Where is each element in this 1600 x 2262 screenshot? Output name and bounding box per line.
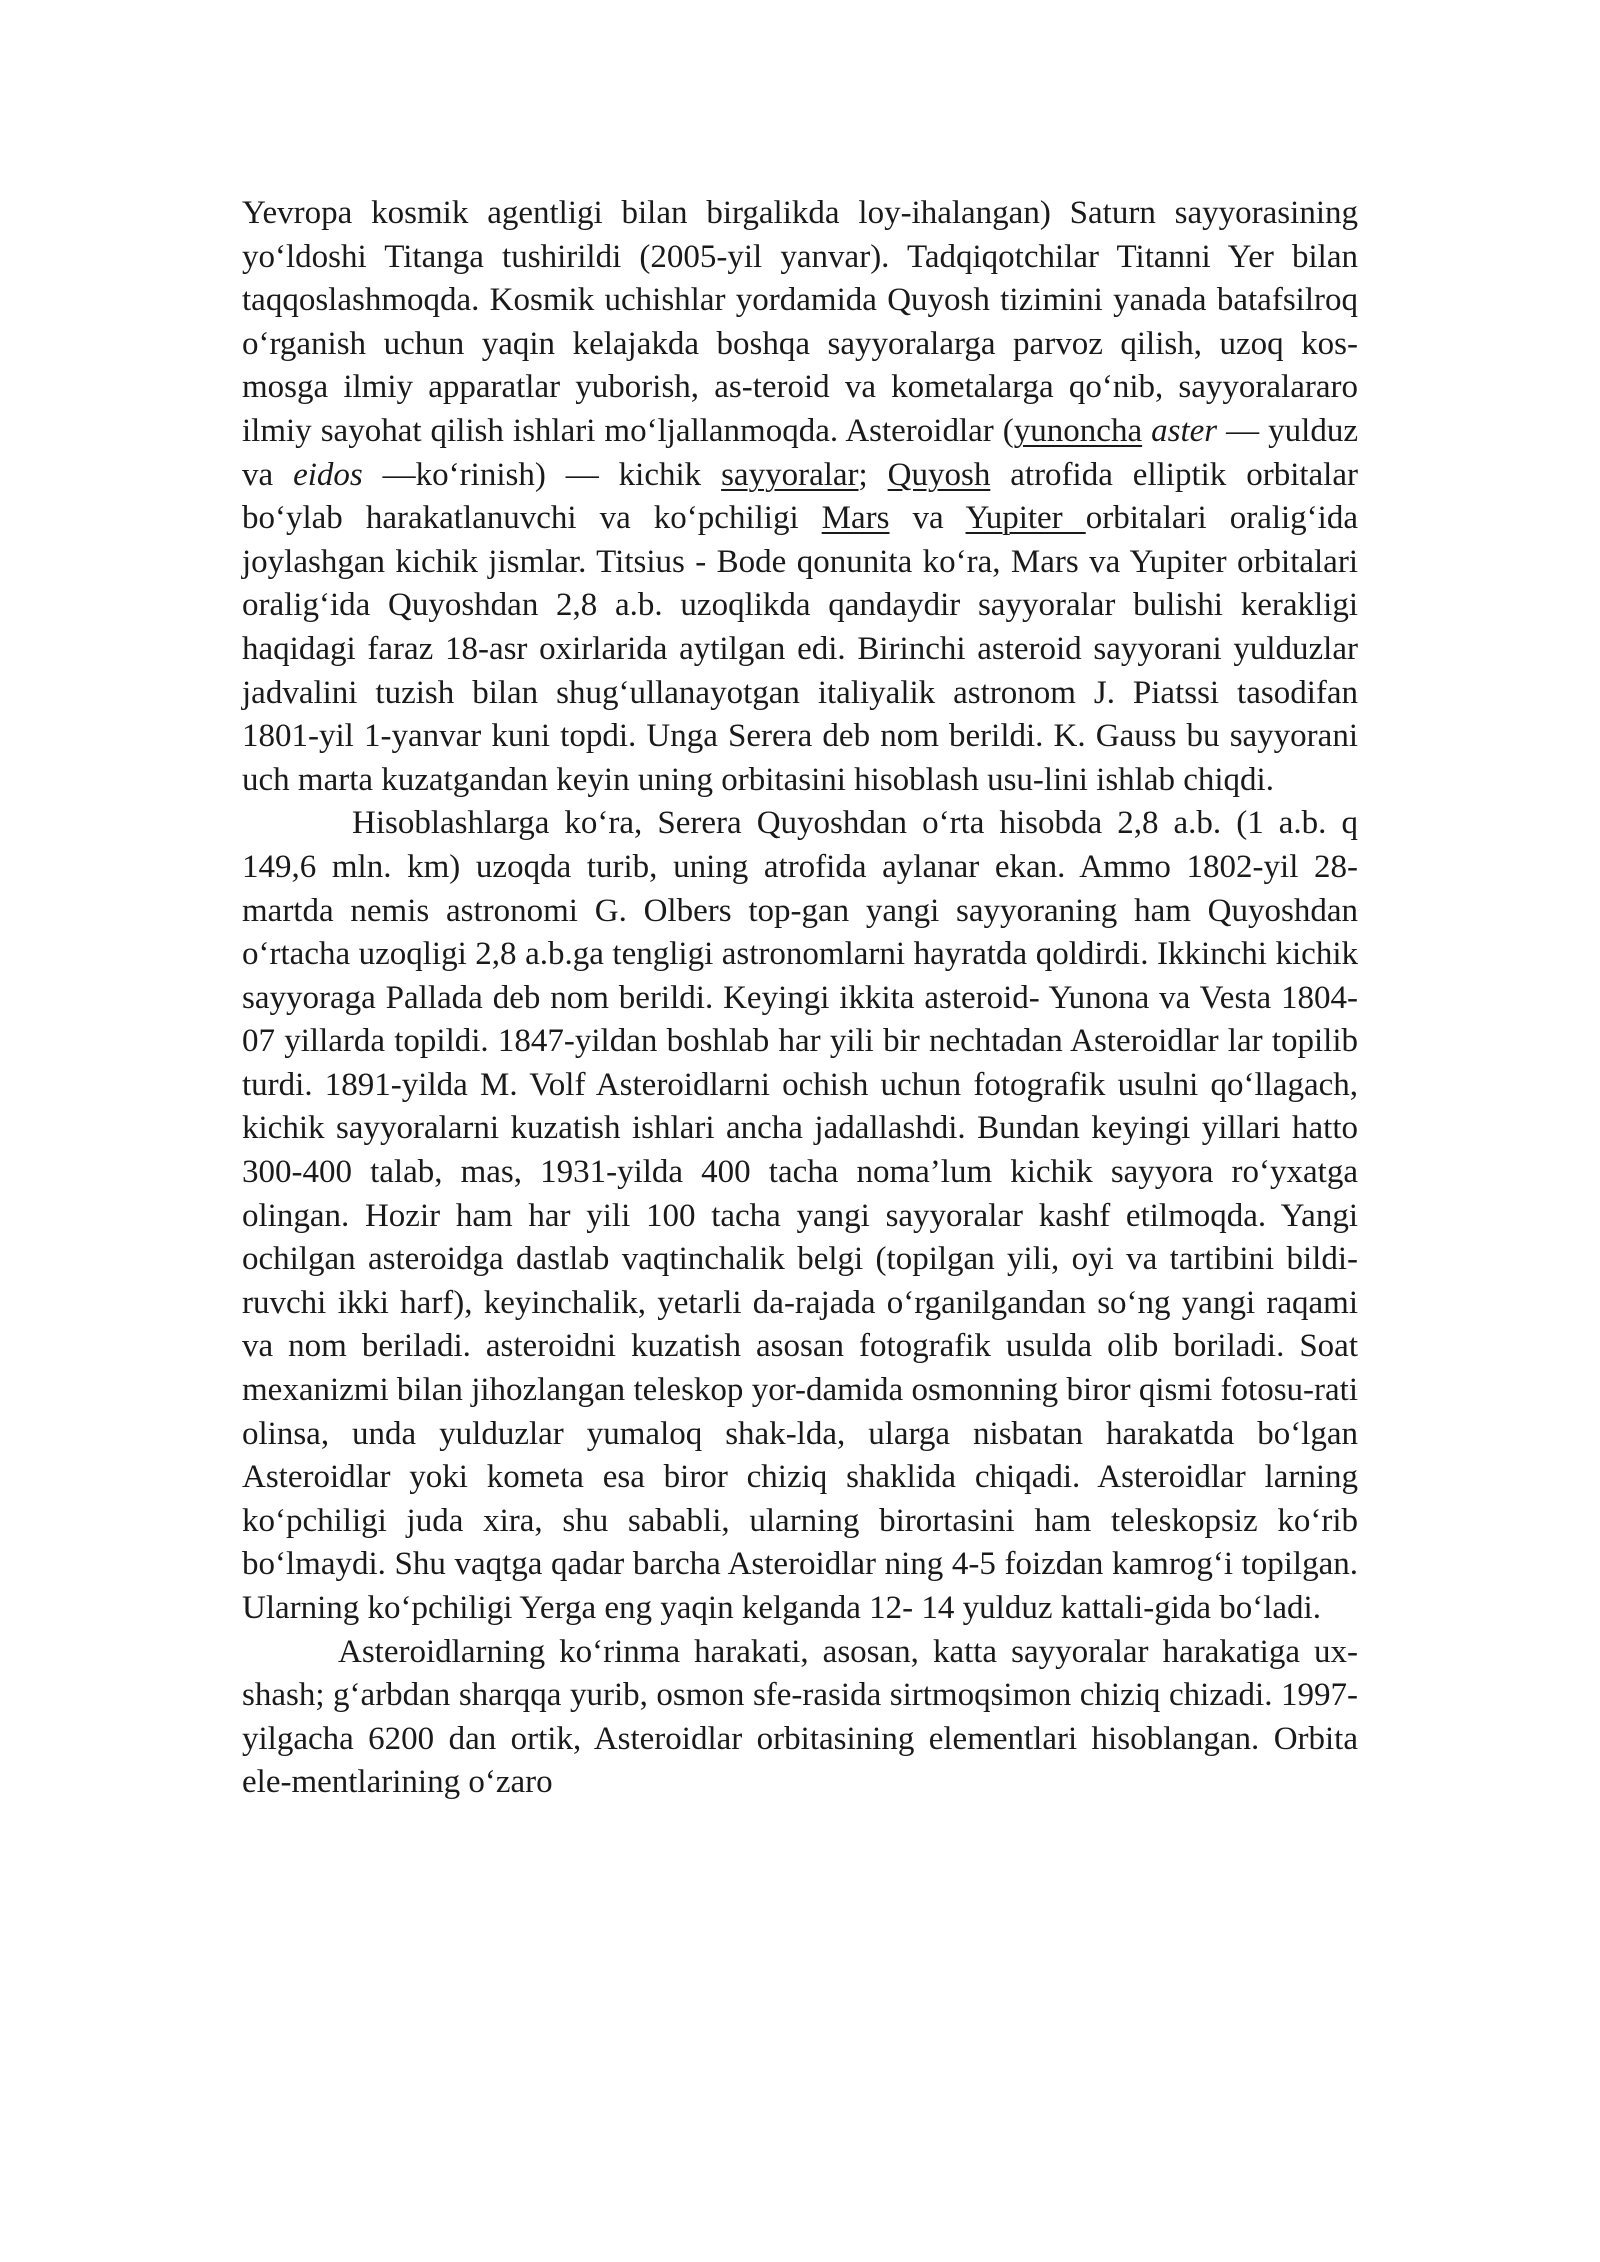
link-yupiter[interactable]: Yupiter bbox=[965, 500, 1086, 537]
paragraph-text: Yevropa kosmik agentligi bilan birgalikda loy-ihalangan) Saturn sayyorasining yo‘ldoshi Titanga tushirildi (2005-yil yanvar). Tadqiqotchilar Titanni Yer bilan taqqoslashmoqda. Kosmik uchishlar yordamida Quyosh tizimini yanada batafsilroq o‘rganish uchun yaqin kelajakda boshqa sayyoralarga parvoz qilish, uzoq kos-mosga ilmiy apparatlar yuborish, as-teroid va kometalarga qo‘nib, sayyoralararo ilmiy sayohat qilish ishlari mo‘ljallanmoqda. Asteroidlar ( bbox=[242, 195, 1358, 449]
paragraph-text: — yulduz va bbox=[242, 412, 1358, 493]
paragraph-asteroid-motion: Asteroidlarning ko‘rinma harakati, asosan, katta sayyoralar harakatiga ux-shash; g‘arbdan sharqqa yurib, osmon sfe-rasida sirtmoqsimon chiziq chizadi. 1997-yilgacha 6200 dan ortik, Asteroidlar orbitasining elementlari hisoblangan. Orbita ele-mentlarining o‘zaro bbox=[242, 1633, 1358, 1801]
paragraph-text: atrofida elliptik orbitalar bo‘ylab harakatlanuvchi va ko‘pchiligi bbox=[242, 456, 1358, 537]
paragraph-text: va bbox=[889, 500, 966, 537]
document-page bbox=[242, 192, 1358, 1805]
link-sayyoralar[interactable]: sayyoralar bbox=[721, 456, 859, 493]
link-quyosh[interactable]: Quyosh bbox=[887, 456, 991, 493]
term-aster: aster bbox=[1151, 412, 1218, 449]
paragraph-text: —ko‘rinish) — kichik bbox=[362, 456, 722, 493]
link-mars[interactable]: Mars bbox=[821, 500, 890, 537]
paragraph-text bbox=[1142, 413, 1151, 449]
paragraph-text: ; bbox=[858, 456, 888, 493]
paragraph-serera-orbit: Hisoblashlarga ko‘ra, Serera Quyoshdan o‘rta hisobda 2,8 a.b. (1 a.b. q 149,6 mln. km) uzoqda turib, uning atrofida aylanar ekan. Ammo 1802-yil 28-martda nemis astronomi G. Olbers top-gan yangi sayyoraning ham Quyoshdan o‘rtacha uzoqligi 2,8 a.b.ga tengligi astronomlarni hayratda qoldirdi. Ikkinchi kichik sayyoraga Pallada deb nom berildi. Keyingi ikkita asteroid- Yunona va Vesta 1804-07 yillarda topildi. 1847-yildan boshlab har yili bir nechtadan Asteroidlar lar topilib turdi. 1891-yilda M. Volf Asteroidlarni ochish uchun fotografik usulni qo‘llagach, kichik sayyoralarni kuzatish ishlari ancha jadallashdi. Bundan keyingi yillari hatto 300-400 talab, mas, 1931-yilda 400 tacha noma’lum kichik sayyora ro‘yxatga olingan. Hozir ham har yili 100 tacha yangi sayyoralar kashf etilmoqda. Yangi ochilgan asteroidga dastlab vaqtinchalik belgi (topilgan yili, oyi va tartibini bildi-ruvchi ikki harf), keyinchalik, yetarli da-rajada o‘rganilgandan so‘ng yangi raqami va nom beriladi. asteroidni kuzatish asosan fotografik usulda olib boriladi. Soat mexanizmi bilan jihozlangan teleskop yor-damida osmonning biror qismi fotosu-rati olinsa, unda yulduzlar yumaloq shak-lda, ularga nisbatan harakatda bo‘lgan Asteroidlar yoki kometa esa biror chiziq shaklida chiqadi. Asteroidlar larning ko‘pchiligi juda xira, shu sababli, ularning birortasini ham teleskopsiz ko‘rib bo‘lmaydi. Shu vaqtga qadar barcha Asteroidlar ning 4-5 foizdan kamrog‘i topilgan. Ularning ko‘pchiligi Yerga eng yaqin kelganda 12- 14 yulduz kattali-gida bo‘ladi. bbox=[242, 805, 1358, 1626]
link-yunoncha[interactable]: yunoncha bbox=[1013, 412, 1143, 449]
paragraph-text: orbitalari oralig‘ida joylashgan kichik jismlar. Titsius - Bode qonunita ko‘ra, Mars va Yupiter orbitalari oralig‘ida Quyoshdan 2,8 a.b. uzoqlikda qandaydir sayyoralar bulishi kerakligi haqidagi faraz 18-asr oxirlarida aytilgan edi. Birinchi asteroid sayyorani yulduzlar jadvalini tuzish bilan shug‘ullanayotgan italiyalik astronom J. Piatssi tasodifan 1801-yil 1-yanvar kuni topdi. Unga Serera deb nom berildi. K. Gauss bu sayyorani uch marta kuzatgandan keyin uning orbitasini hisoblash usu-lini ishlab chiqdi. bbox=[242, 500, 1358, 798]
paragraph-asteroids-intro bbox=[242, 192, 1358, 802]
term-eidos: eidos bbox=[293, 456, 363, 493]
